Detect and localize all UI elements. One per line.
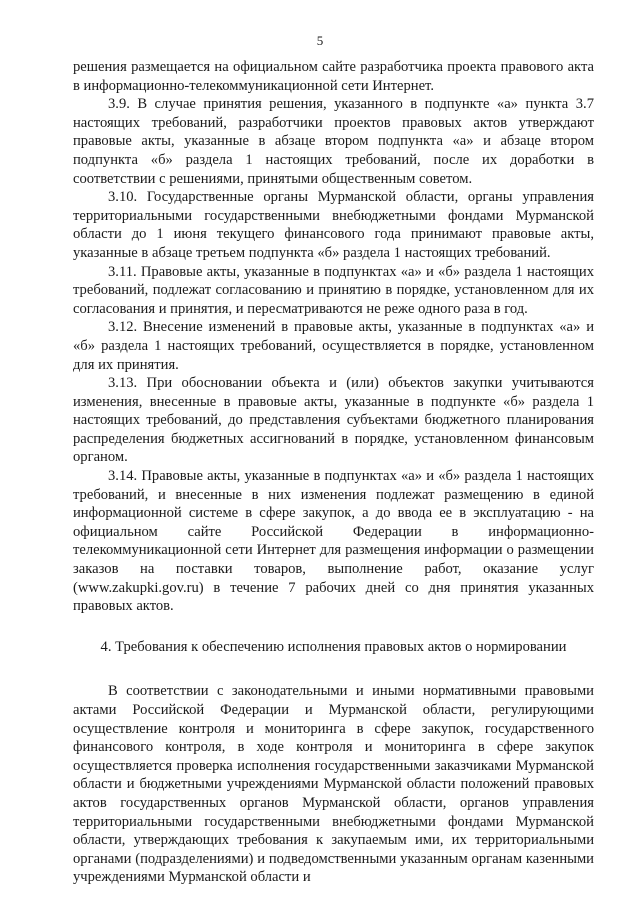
page-number: 5 (316, 33, 324, 48)
paragraph-3-14: 3.14. Правовые акты, указанные в подпунктах «а» и «б» раздела 1 настоящих требований, и внесенные в них изменения подлежат размещению в единой информационной системе в сфере закупок, а до ввода ее в эксплуатацию - на официальном сайте Российской Федерации в информационно-телекоммуникационной сети Интернет для размещения информации о размещении заказов на поставки товаров, выполнение работ, оказание услуг (www.zakupki.gov.ru) в течение 7 рабочих дней со дня принятия указанных правовых актов. (73, 468, 594, 615)
paragraph-3-13: 3.13. При обосновании объекта и (или) объектов закупки учитываются изменения, внесенные в правовые акты, указанные в подпункте «б» раздела 1 настоящих требований, до представления субъектами бюджетного планирования распределения бюджетных ассигнований в порядке, установленном финансовым органом. (73, 375, 594, 466)
paragraph-3-11: 3.11. Правовые акты, указанные в подпунктах «а» и «б» раздела 1 настоящих требований, подлежат согласованию и принятию в порядке, установленном для их согласования и принятия, и пересматриваются не реже одного раза в год. (73, 263, 594, 317)
document-body (73, 58, 594, 887)
paragraph-3-9: 3.9. В случае принятия решения, указанного в подпункте «а» пункта 3.7 настоящих требований, разработчики проектов правовых актов утверждают правовые акты, указанные в абзаце втором подпункта «а» и абзаце втором подпункта «б» раздела 1 настоящих требований, после их доработки в соответствии с решениями, принятыми общественным советом. (73, 96, 594, 187)
paragraph-3-12: 3.12. Внесение изменений в правовые акты, указанные в подпунктах «а» и «б» раздела 1 настоящих требований, осуществляется в порядке, установленном для их принятия. (73, 319, 594, 373)
paragraph-3-10: 3.10. Государственные органы Мурманской области, органы управления территориальными государственными внебюджетными фондами Мурманской области до 1 июня текущего финансового года принимают правовые акты, указанные в абзаце третьем подпункта «б» раздела 1 настоящих требований. (73, 189, 594, 261)
paragraph-section-4-body: В соответствии с законодательными и иными нормативными правовыми актами Российской Федерации и Мурманской области, регулирующими осуществление контроля и мониторинга в сфере закупок, государственного финансового контроля, в ходе контроля и мониторинга в сфере закупок осуществляется проверка исполнения государственными заказчиками Мурманской области и бюджетными учреждениями Мурманской области положений правовых актов государственных органов Мурманской области, органов управления территориальными государственными внебюджетными фондами Мурманской области, утверждающих требования к закупаемым ими, их территориальными органами (подразделениями) и подведомственными указанным органам казенными учреждениями Мурманской области и (73, 683, 594, 886)
paragraph-continuation: решения размещается на официальном сайте разработчика проекта правового акта в информационно-телекоммуникационной сети Интернет. (73, 59, 594, 94)
section-heading: 4. Требования к обеспечению исполнения правовых актов о нормировании (100, 638, 567, 655)
